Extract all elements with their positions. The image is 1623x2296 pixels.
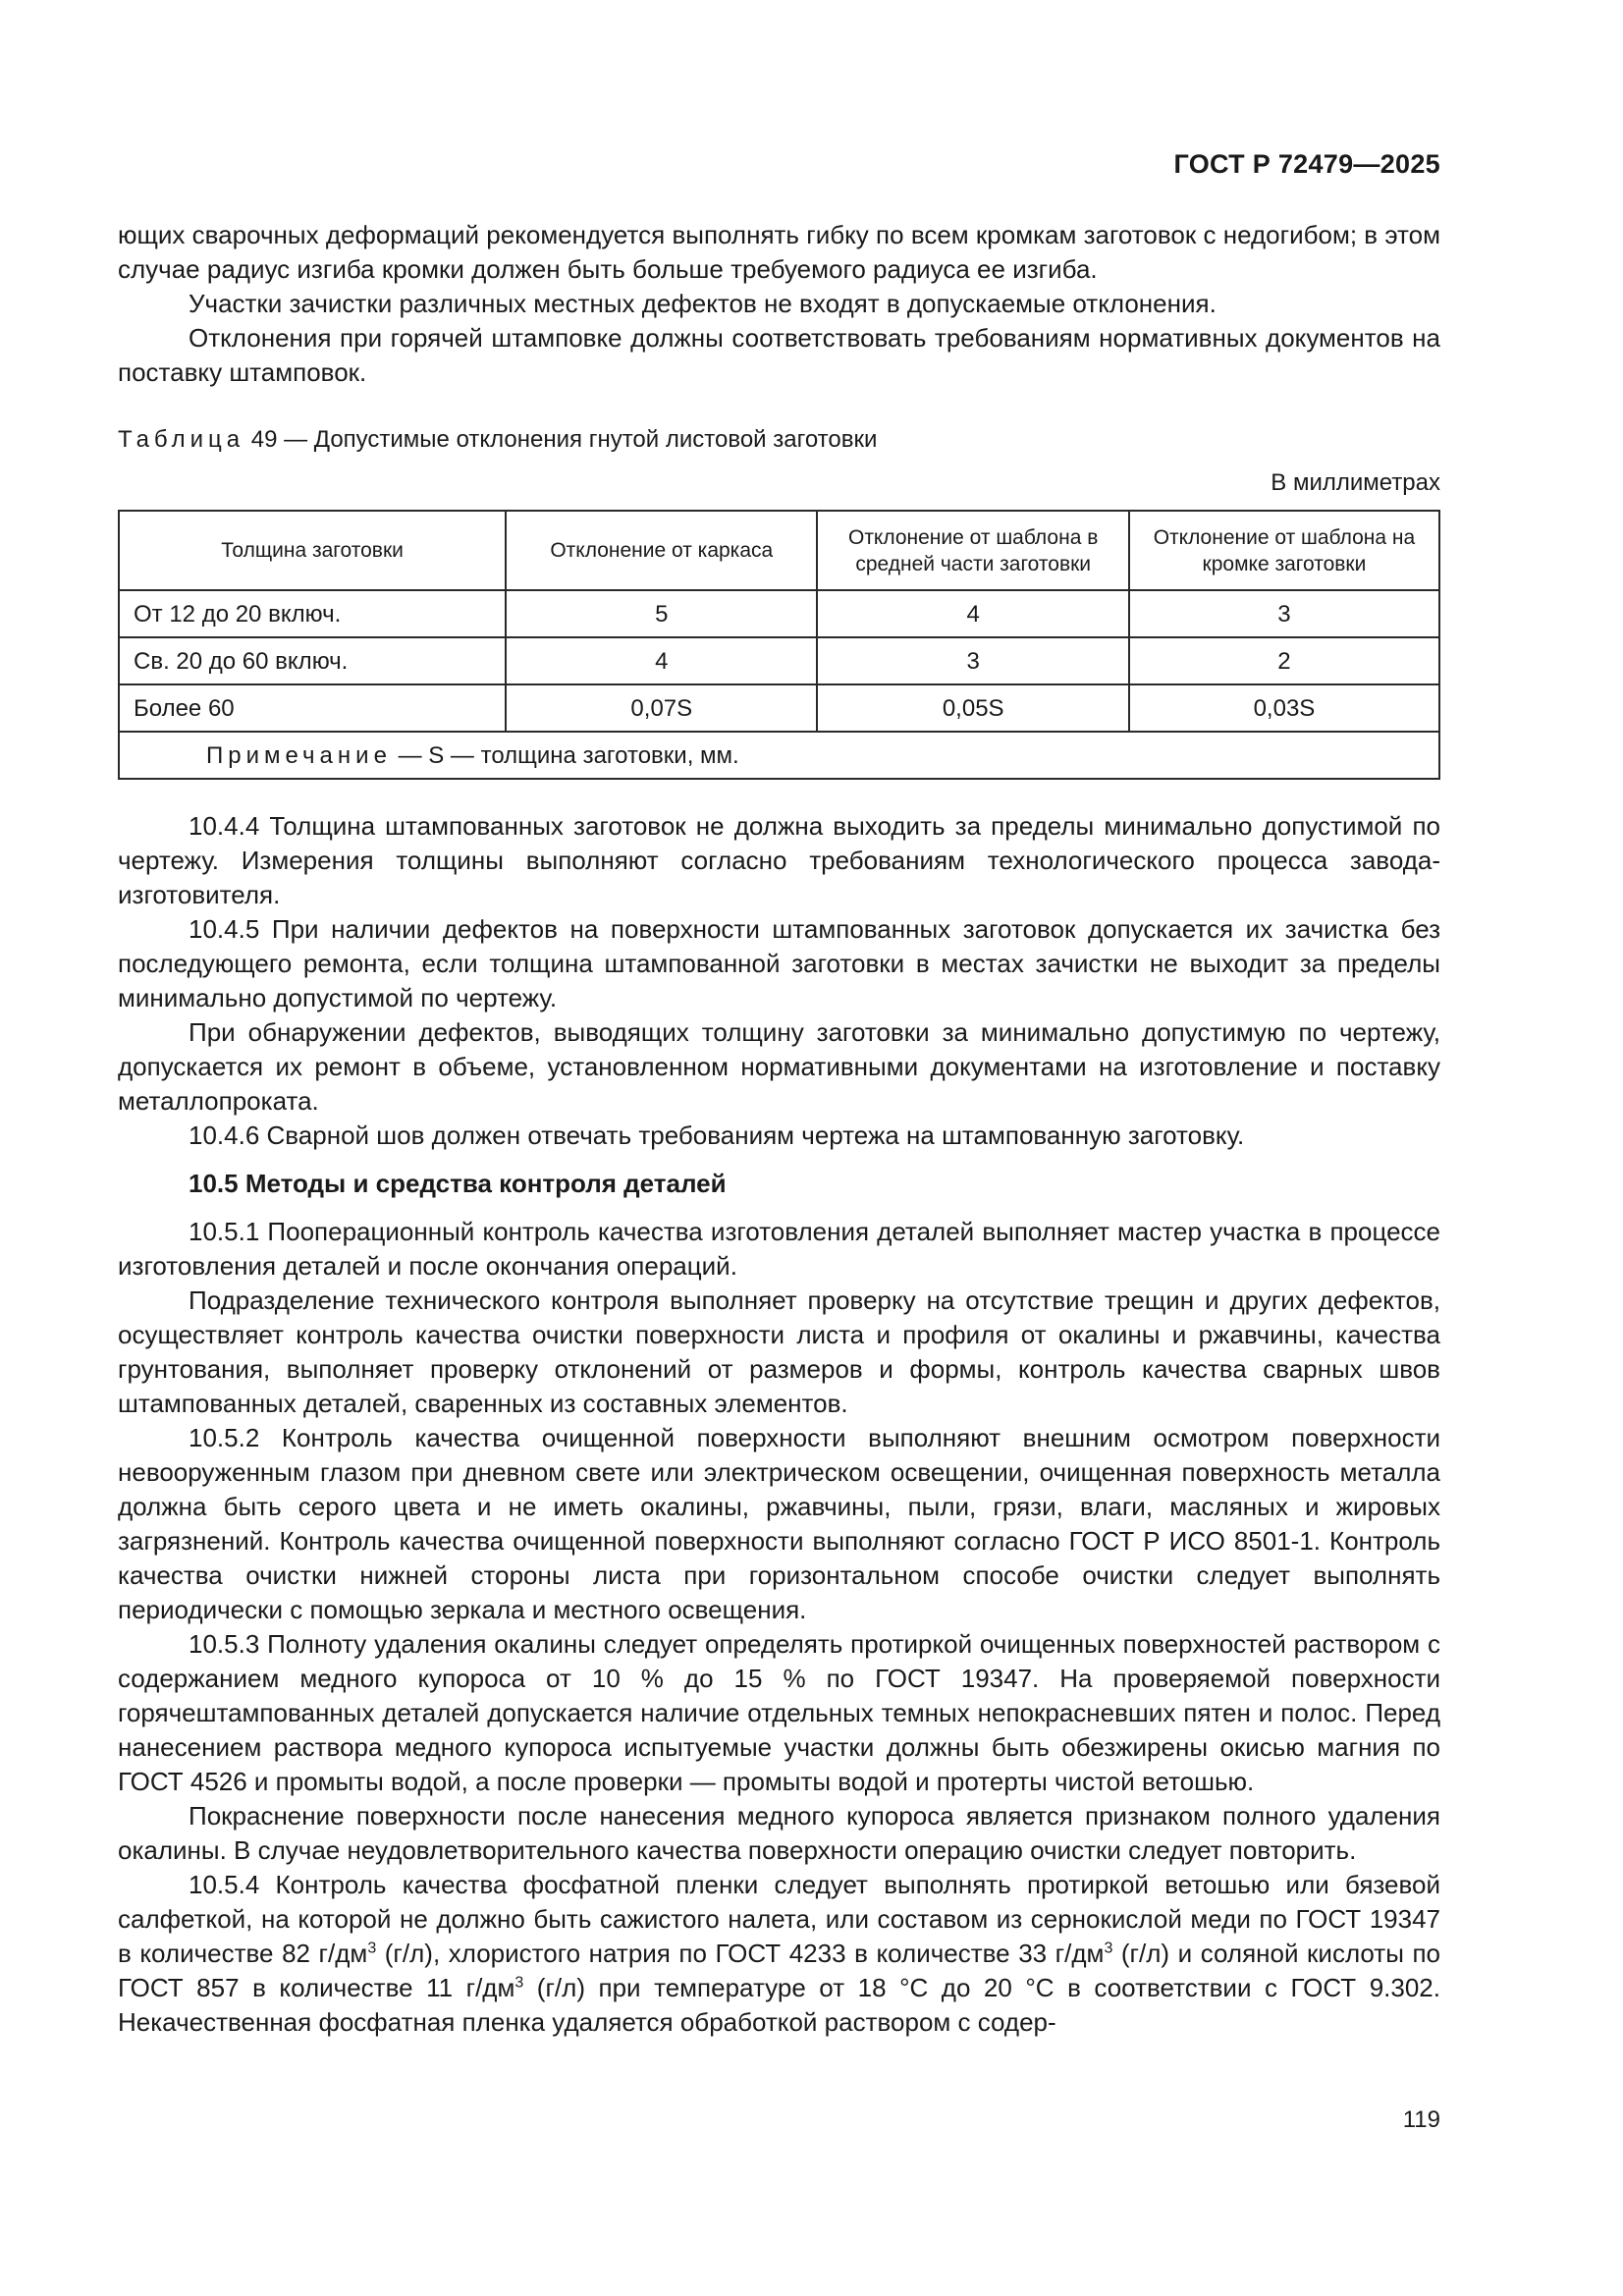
paragraph: 10.4.4 Толщина штампованных заготовок не должна выходить за пределы минимально допустимой по чертежу. Измерения толщины выполняют согласно требованиям технологического процесса завода-изготовителя.: [118, 811, 1440, 909]
paragraph: 10.5.2 Контроль качества очищенной поверхности выполняют внешним осмотром поверхности невооруженным глазом при дневном свете или электрическом освещении, очищенная поверхность металла должна быть серого цвета и не иметь окалины, ржавчины, пыли, грязи, влаги, масляных и жировых загрязнений. Контроль качества очищенной поверхности выполняют согласно ГОСТ Р ИСО 8501-1. Контроль качества очистки нижней стороны листа при горизонтальном способе очистки следует выполнять периодически с помощью зеркала и местного освещения.: [118, 1423, 1440, 1624]
superscript: 3: [367, 1940, 377, 1957]
text-span: (г/л) при температуре от 18 °С до 20 °С в соответствии с ГОСТ 9.302. Некачественная фосфатная пленка удаляется обработкой раствором с содер-: [118, 1973, 1440, 2037]
table-cell: 3: [817, 637, 1128, 684]
paragraph: Отклонения при горячей штамповке должны соответствовать требованиям нормативных документов на поставку штамповок.: [118, 323, 1440, 387]
table-header-cell: Отклонение от каркаса: [506, 511, 817, 590]
table-cell: 0,05S: [817, 684, 1128, 732]
text-span: 10.5.4 Контроль качества фосфатной пленки следует выполнять протиркой ветошью или бязевой салфеткой, на которой не должно быть сажистого налета, или составом из сернокислой меди по ГОСТ 19347 в количестве 82 г/дм: [118, 1870, 1440, 1968]
table-cell: 4: [506, 637, 817, 684]
table-note-label: Примечание: [206, 741, 392, 769]
table-header-cell: Отклонение от шаблона в средней части заготовки: [817, 511, 1128, 590]
table-cell: 4: [817, 590, 1128, 637]
paragraph-with-superscripts: [118, 1868, 1440, 2040]
table-row: [119, 684, 1439, 732]
document-header: ГОСТ Р 72479—2025: [1173, 149, 1440, 179]
table-note: [119, 732, 1439, 779]
paragraph: Покраснение поверхности после нанесения медного купороса является признаком полного удаления окалины. В случае неудовлетворительного качества поверхности операцию очистки следует повторить.: [118, 1801, 1440, 1865]
table-note-row: [119, 732, 1439, 779]
table-cell: 0,07S: [506, 684, 817, 732]
table-note-text: — S — толщина заготовки, мм.: [391, 741, 739, 769]
table-cell: Св. 20 до 60 включ.: [119, 637, 506, 684]
superscript: 3: [514, 1974, 524, 1992]
text-span: (г/л) и соляной кислоты по ГОСТ 857 в количестве 11 г/дм: [118, 1939, 1441, 2002]
page-content: [118, 218, 1440, 2040]
table-header-row: [119, 511, 1439, 590]
paragraph: Участки зачистки различных местных дефектов не входят в допускаемые отклонения.: [189, 289, 1217, 318]
paragraph: 10.4.6 Сварной шов должен отвечать требованиям чертежа на штампованную заготовку.: [189, 1121, 1245, 1150]
page-number: 119: [1402, 2106, 1440, 2133]
table-row: [119, 637, 1439, 684]
table-header-cell: Толщина заготовки: [119, 511, 506, 590]
table-cell: 2: [1129, 637, 1439, 684]
table-caption-text: 49 — Допустимые отклонения гнутой листовой заготовки: [244, 426, 878, 453]
deviation-table: [118, 510, 1440, 780]
paragraph: 10.5.3 Полноту удаления окалины следует определять протиркой очищенных поверхностей раствором с содержанием медного купороса от 10 % до 15 % по ГОСТ 19347. На проверяемой поверхности горячештампованных деталей допускается наличие отдельных темных непокрасневших пятен и полос. Перед нанесением раствора медного купороса испытуемые участки должны быть обезжирены окисью магния по ГОСТ 4526 и промыты водой, а после проверки — промыты водой и протерты чистой ветошью.: [118, 1629, 1440, 1796]
table-cell: 0,03S: [1129, 684, 1439, 732]
table-header-cell: Отклонение от шаблона на кромке заготовки: [1129, 511, 1439, 590]
paragraph: 10.4.5 При наличии дефектов на поверхности штампованных заготовок допускается их зачистка без последующего ремонта, если толщина штампованной заготовки в местах зачистки не выходит за пределы минимально допустимой по чертежу.: [118, 914, 1440, 1012]
table-caption-prefix: Таблица: [118, 426, 245, 453]
table-caption: [118, 425, 1440, 455]
superscript: 3: [1104, 1940, 1113, 1957]
table-cell: Более 60: [119, 684, 506, 732]
paragraph: Подразделение технического контроля выполняет проверку на отсутствие трещин и других дефектов, осуществляет контроль качества очистки поверхности листа и профиля от окалины и ржавчины, качества грунтования, выполняет проверку отклонений от размеров и формы, контроль качества сварных швов штампованных деталей, сваренных из составных элементов.: [118, 1285, 1440, 1418]
section-heading: 10.5 Методы и средства контроля деталей: [189, 1169, 727, 1198]
text-span: (г/л), хлористого натрия по ГОСТ 4233 в количестве 33 г/дм: [376, 1939, 1105, 1968]
table-cell: 3: [1129, 590, 1439, 637]
table-units: В миллиметрах: [1271, 469, 1440, 496]
paragraph: При обнаружении дефектов, выводящих толщину заготовки за минимально допустимую по чертежу, допускается их ремонт в объеме, установленном нормативными документами на изготовление и поставку металлопроката.: [118, 1017, 1440, 1116]
table-row: [119, 590, 1439, 637]
table-cell: 5: [506, 590, 817, 637]
paragraph-continuation: ющих сварочных деформаций рекомендуется выполнять гибку по всем кромкам заготовок с недогибом; в этом случае радиус изгиба кромки должен быть больше требуемого радиуса ее изгиба.: [118, 220, 1440, 284]
paragraph: 10.5.1 Пооперационный контроль качества изготовления деталей выполняет мастер участка в процессе изготовления деталей и после окончания операций.: [118, 1217, 1440, 1281]
table-cell: От 12 до 20 включ.: [119, 590, 506, 637]
